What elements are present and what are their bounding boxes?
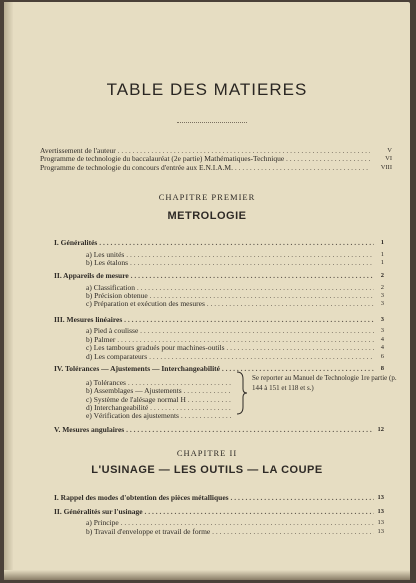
toc-item: a) Les unités . . . 1 (4, 250, 410, 259)
toc-section: IV. Tolérances — Ajustements — Interchangeabilité . . . 8 (4, 364, 410, 373)
toc-item: b) Palmer . . . 4 (4, 335, 410, 344)
toc-item: d) Interchangeabilité . . . (4, 403, 410, 412)
toc-section: I. Généralités . . . 1 (4, 238, 410, 247)
toc-item: b) Assemblages — Ajustements . . . (4, 386, 410, 395)
toc-item: b) Travail d'enveloppe et travail de forme . . . 13 (4, 527, 410, 536)
toc-item: e) Vérification des ajustements . . . (4, 411, 410, 420)
toc-section: I. Rappel des modes d'obtention des pièces métalliques . . . 13 (4, 493, 410, 502)
chapter-title: L'USINAGE — LES OUTILS — LA COUPE (91, 464, 323, 476)
toc-item: a) Pied à coulisse . . . 3 (4, 326, 410, 335)
page-edge (4, 570, 410, 580)
chapter-title: METROLOGIE (167, 210, 247, 222)
toc-item: a) Tolérances . . . (4, 378, 410, 387)
toc-section: II. Généralités sur l'usinage . . . 13 (4, 507, 410, 516)
toc-item: a) Classification . . . 2 (4, 283, 410, 292)
front-entry: Programme de technologie du concours d'entrée aux E.N.I.A.M. . . . VIII (4, 163, 410, 172)
toc-item: b) Précision obtenue . . . 3 (4, 291, 410, 300)
toc-section: V. Mesures angulaires . . . 12 (4, 425, 410, 434)
toc-item: a) Principe . . . 13 (4, 518, 410, 527)
toc-section: II. Appareils de mesure . . . 2 (4, 271, 410, 280)
chapter-label: CHAPITRE II (176, 448, 238, 458)
toc-item: c) Préparation et exécution des mesures . . . 3 (4, 299, 410, 308)
toc-item: b) Les étalons . . . 1 (4, 258, 410, 267)
toc-item: d) Les comparateurs . . . 6 (4, 352, 410, 361)
toc-item: c) Système de l'alésage normal H . . . (4, 395, 410, 404)
chapter-label: CHAPITRE PREMIER (158, 192, 256, 202)
book-page (4, 2, 410, 580)
toc-section: III. Mesures linéaires . . . 3 (4, 315, 410, 324)
title-divider (177, 122, 247, 123)
page-title: TABLE DES MATIERES (106, 80, 308, 99)
reference-note: Se reporter au Manuel de Technologie 1re partie (p. 144 à 151 et 118 et s.) (252, 374, 397, 392)
front-entry: Programme de technologie du baccalauréat (2e partie) Mathématiques-Technique . . . VI (4, 154, 410, 163)
brace-symbol (235, 371, 249, 415)
toc-item: c) Les tambours gradués pour machines-outils . . . 4 (4, 343, 410, 352)
front-entry: Avertissement de l'auteur . . . V (4, 146, 410, 155)
